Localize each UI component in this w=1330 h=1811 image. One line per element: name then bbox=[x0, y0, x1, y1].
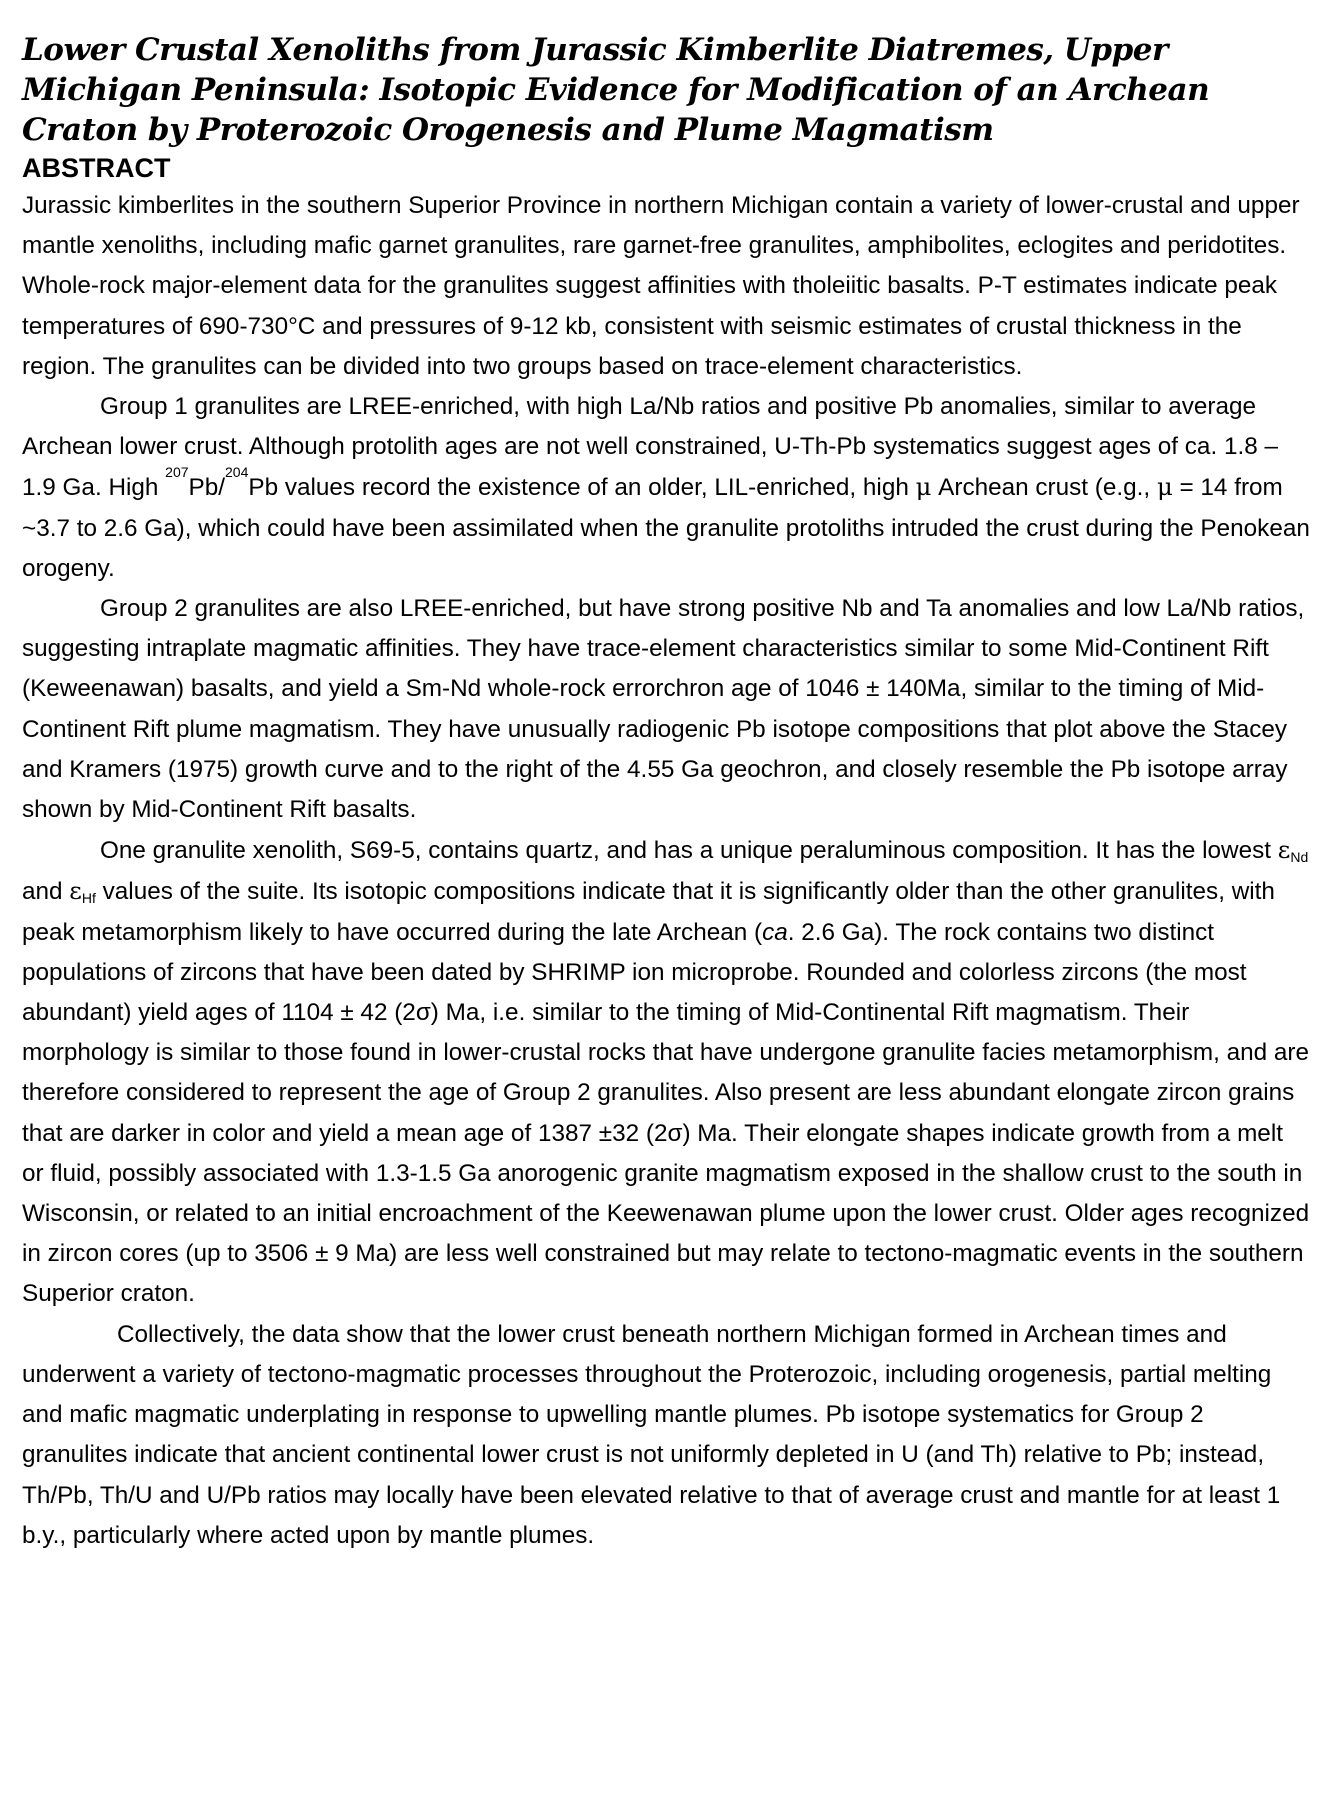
epsilon-symbol: ε bbox=[69, 876, 82, 906]
subscript-hf: Hf bbox=[81, 890, 96, 907]
paper-title bbox=[22, 30, 1310, 150]
abstract-body bbox=[22, 186, 1310, 1556]
abstract-heading: ABSTRACT bbox=[22, 153, 171, 183]
superscript-207: 207 bbox=[165, 464, 189, 481]
title-line-3: Craton by Proterozoic Orogenesis and Plume Magmatism bbox=[22, 112, 994, 148]
superscript-204: 204 bbox=[225, 464, 249, 481]
paragraph-2: Group 1 granulites are LREE-enriched, with high La/Nb ratios and positive Pb anomalies, similar to average Archean lower crust. Although protolith ages are not well constrained, U-Th-Pb systematics suggest ages of ca. 1.8 – 1.9 Ga. High $^{207}$Pb/$^{204}$Pb values record the existence of an older, LIL-enriched, high μ Archean crust (e.g., μ = 14 from ~3.7 to 2.6 Ga), which could have been assimilated when the granulite protoliths intruded the crust during the Penokean orogeny. bbox=[22, 393, 1310, 582]
epsilon-symbol: ε bbox=[1277, 835, 1291, 865]
circa-italic: ca bbox=[762, 918, 788, 946]
paragraph-4: One granulite xenolith, S69-5, contains quartz, and has a unique peraluminous composition. It has the lowest $\varepsilon_{Nd}$ and $\varepsilon_{Hf}$ values of the suite. Its isotopic compositions indicate that it is significantly older than the other granulites, with peak metamorphism likely to have occurred during the late Archean (ca. 2.6 Ga). The rock contains two distinct populations of zircons that have been dated by SHRIMP ion microprobe. Rounded and colorless zircons (the most abundant) yield ages of 1104 ± 42 (2σ) Ma, i.e. similar to the timing of Mid-Continental Rift magmatism. Their morphology is similar to those found in lower-crustal rocks that have undergone granulite facies metamorphism, and are therefore considered to represent the age of Group 2 granulites. Also present are less abundant elongate zircon grains that are darker in color and yield a mean age of 1387 ±32 (2σ) Ma. Their elongate shapes indicate growth from a melt or fluid, possibly associated with 1.3-1.5 Ga anorogenic granite magmatism exposed in the shallow crust to the south in Wisconsin, or related to an initial encroachment of the Keewenawan plume upon the lower crust. Older ages recognized in zircon cores (up to 3506 ± 9 Ma) are less well constrained but may relate to tectono-magmatic events in the southern Superior craton. bbox=[22, 835, 1310, 1308]
subscript-nd: Nd bbox=[1290, 849, 1309, 866]
title-line-2: Michigan Peninsula: Isotopic Evidence for Modification of an Archean bbox=[22, 72, 1210, 108]
paragraph-5: Collectively, the data show that the lower crust beneath northern Michigan formed in Archean times and underwent a variety of tectono-magmatic processes throughout the Proterozoic, including orogenesis, partial melting and mafic magmatic underplating in response to upwelling mantle plumes. Pb isotope systematics for Group 2 granulites indicate that ancient continental lower crust is not uniformly depleted in U (and Th) relative to Pb; instead, Th/Pb, Th/U and U/Pb ratios may locally have been elevated relative to that of average crust and mantle for at least 1 b.y., particularly where acted upon by mantle plumes. bbox=[22, 1320, 1281, 1549]
document-page bbox=[22, 30, 1310, 1556]
mu-symbol: μ bbox=[1156, 472, 1173, 502]
title-line-1: Lower Crustal Xenoliths from Jurassic Kimberlite Diatremes, Upper bbox=[22, 32, 1168, 68]
mu-symbol: μ bbox=[915, 472, 932, 502]
paragraph-3: Group 2 granulites are also LREE-enriched, but have strong positive Nb and Ta anomalies and low La/Nb ratios, suggesting intraplate magmatic affinities. They have trace-element characteristics similar to some Mid-Continent Rift (Keweenawan) basalts, and yield a Sm-Nd whole-rock errorchron age of 1046 ± 140Ma, similar to the timing of Mid-Continent Rift plume magmatism. They have unusually radiogenic Pb isotope compositions that plot above the Stacey and Kramers (1975) growth curve and to the right of the 4.55 Ga geochron, and closely resemble the Pb isotope array shown by Mid-Continent Rift basalts. bbox=[22, 595, 1305, 824]
paragraph-1: Jurassic kimberlites in the southern Superior Province in northern Michigan contain a variety of lower-crustal and upper mantle xenoliths, including mafic garnet granulites, rare garnet-free granulites, amphibolites, eclogites and peridotites. Whole-rock major-element data for the granulites suggest affinities with tholeiitic basalts. P-T estimates indicate peak temperatures of 690-730°C and pressures of 9-12 kb, consistent with seismic estimates of crustal thickness in the region. The granulites can be divided into two groups based on trace-element characteristics. bbox=[22, 192, 1300, 380]
